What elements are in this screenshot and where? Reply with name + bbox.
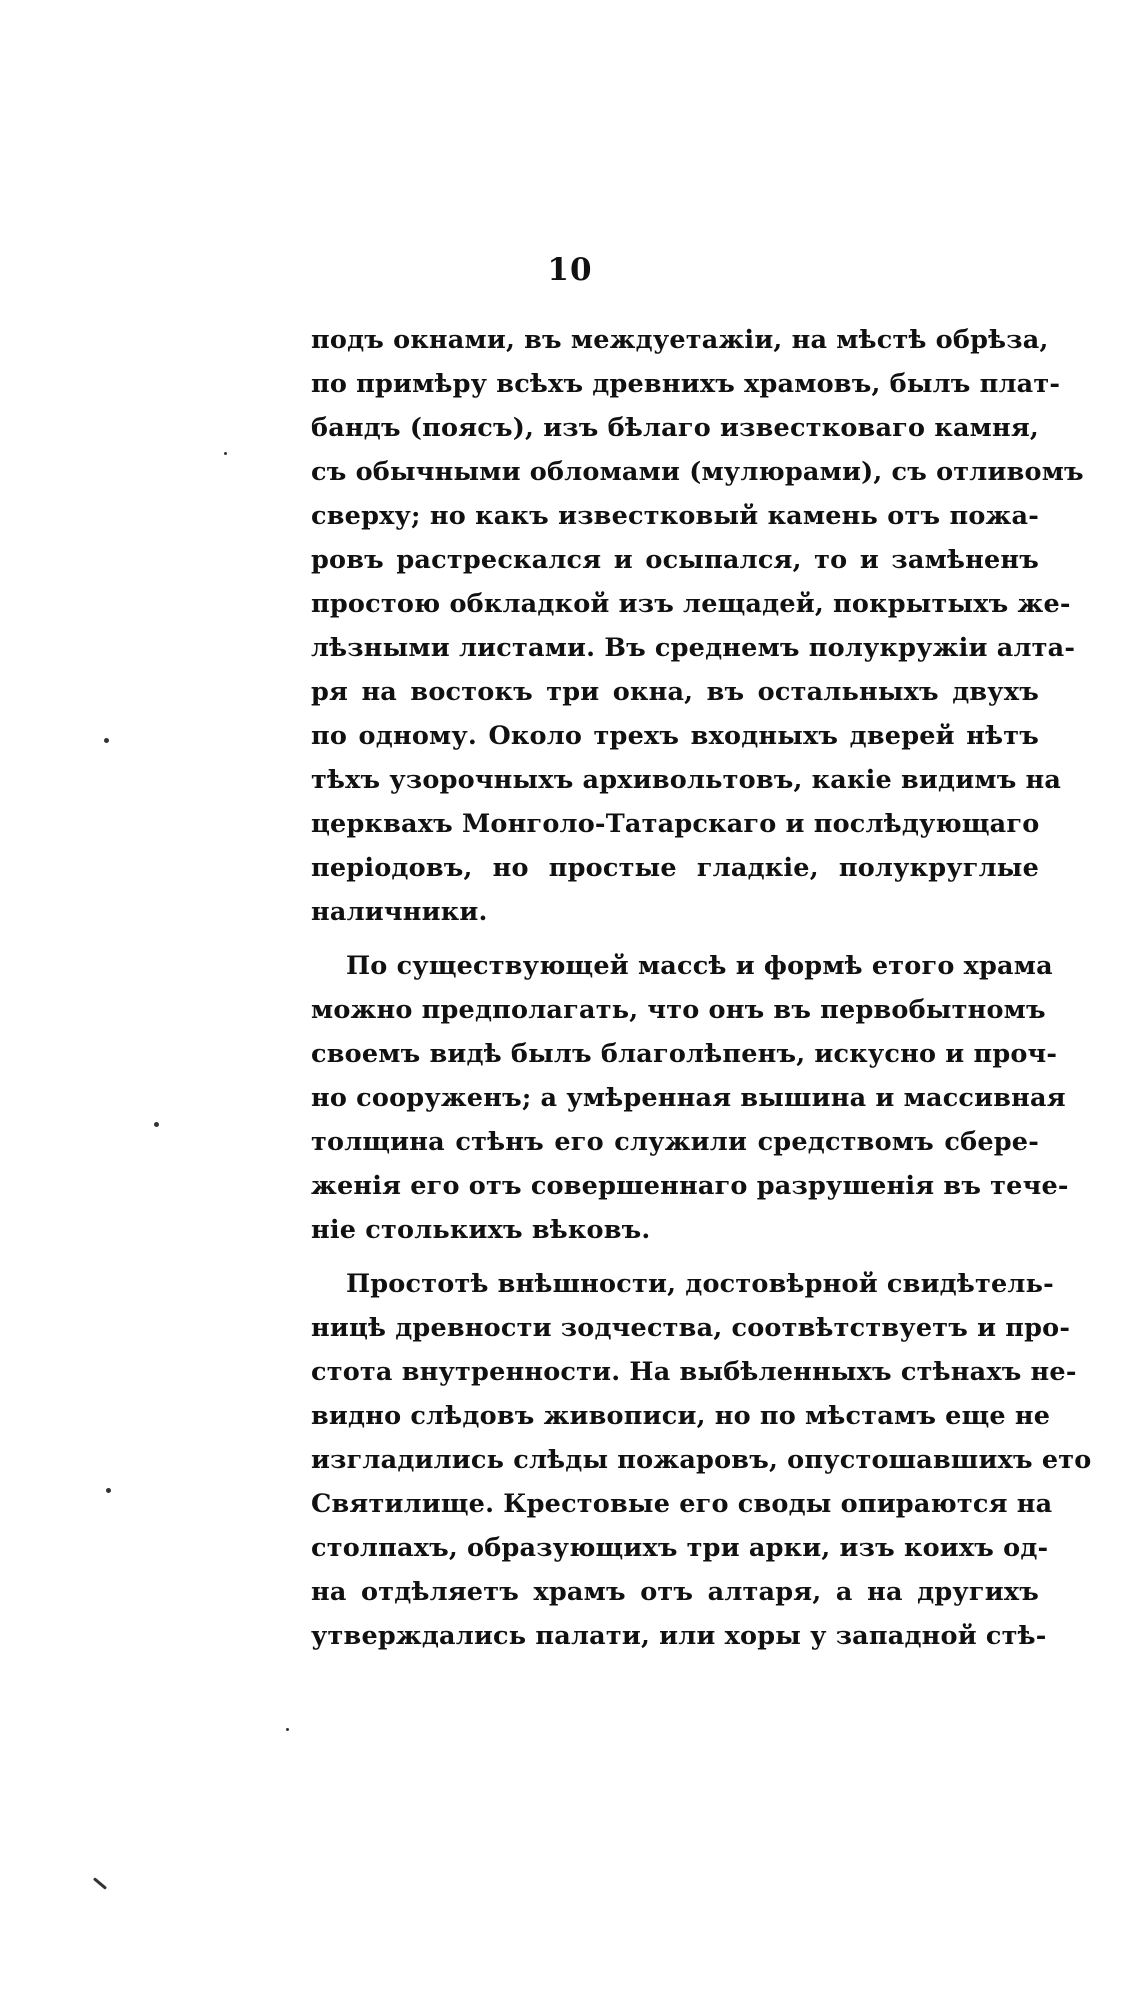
text-line: видно слѣдовъ живописи, но по мѣстамъ еще не bbox=[311, 1401, 1051, 1431]
text-line: на отдѣляетъ храмъ отъ алтаря, а на другихъ bbox=[311, 1577, 1039, 1607]
text-line: изгладились слѣды пожаровъ, опустошавшихъ ето bbox=[311, 1445, 1092, 1475]
text-line: тѣхъ узорочныхъ архивольтовъ, какіе видимъ на bbox=[311, 765, 1062, 795]
text-line: подъ окнами, въ междуетажіи, на мѣстѣ обрѣза, bbox=[311, 325, 1049, 355]
text-line: утверждались палати, или хоры у западной стѣ- bbox=[311, 1621, 1047, 1651]
scan-speck bbox=[93, 1877, 107, 1890]
text-line: можно предполагать, что онъ въ первобытномъ bbox=[311, 995, 1046, 1025]
text-line: ницѣ древности зодчества, соотвѣтствуетъ и про- bbox=[311, 1313, 1071, 1343]
text-line: сверху; но какъ известковый камень отъ пожа- bbox=[311, 501, 1039, 531]
text-line: ровъ растрескался и осыпался, то и замѣненъ bbox=[311, 545, 1039, 575]
text-line: простою обкладкой изъ лещадей, покрытыхъ же- bbox=[311, 589, 1071, 619]
scan-speck bbox=[154, 1122, 159, 1127]
text-line: періодовъ, но простые гладкіе, полукруглые bbox=[311, 853, 1039, 883]
text-line: ря на востокъ три окна, въ остальныхъ двухъ bbox=[311, 677, 1039, 707]
text-line: но сооруженъ; а умѣренная вышина и массивная bbox=[311, 1083, 1066, 1113]
text-line: Святилище. Крестовые его своды опираются на bbox=[311, 1489, 1053, 1519]
text-line: церквахъ Монголо-Татарскаго и послѣдующаго bbox=[311, 809, 1040, 839]
scan-speck bbox=[286, 1728, 289, 1731]
text-line: своемъ видѣ былъ благолѣпенъ, искусно и проч- bbox=[311, 1039, 1058, 1069]
text-line: ніе столькихъ вѣковъ. bbox=[311, 1215, 651, 1245]
paragraph-2 bbox=[311, 944, 1069, 1252]
text-line: женія его отъ совершеннаго разрушенія въ тече- bbox=[311, 1171, 1069, 1201]
paragraph-1 bbox=[311, 318, 1084, 934]
text-line: стота внутренности. На выбѣленныхъ стѣнахъ не- bbox=[311, 1357, 1077, 1387]
text-line: бандъ (поясъ), изъ бѣлаго известковаго камня, bbox=[311, 413, 1039, 443]
text-line: по примѣру всѣхъ древнихъ храмовъ, былъ плат- bbox=[311, 369, 1061, 399]
scan-speck bbox=[104, 738, 109, 743]
text-line: По существующей массѣ и формѣ етого храма bbox=[346, 951, 1053, 981]
text-line: наличники. bbox=[311, 897, 488, 927]
text-line: лѣзными листами. Въ среднемъ полукружіи алта- bbox=[311, 633, 1076, 663]
text-line: по одному. Около трехъ входныхъ дверей нѣтъ bbox=[311, 721, 1039, 751]
paragraph-3 bbox=[311, 1262, 1092, 1658]
text-line: Простотѣ внѣшности, достовѣрной свидѣтель- bbox=[346, 1269, 1054, 1299]
body-text bbox=[311, 318, 1092, 1658]
scan-speck bbox=[224, 452, 227, 455]
text-line: съ обычными обломами (мулюрами), съ отливомъ bbox=[311, 457, 1084, 487]
text-line: столпахъ, образующихъ три арки, изъ коихъ од- bbox=[311, 1533, 1049, 1563]
scan-speck bbox=[106, 1488, 111, 1493]
page-number: 10 bbox=[547, 252, 593, 288]
text-line: толщина стѣнъ его служили средствомъ сбере- bbox=[311, 1127, 1039, 1157]
